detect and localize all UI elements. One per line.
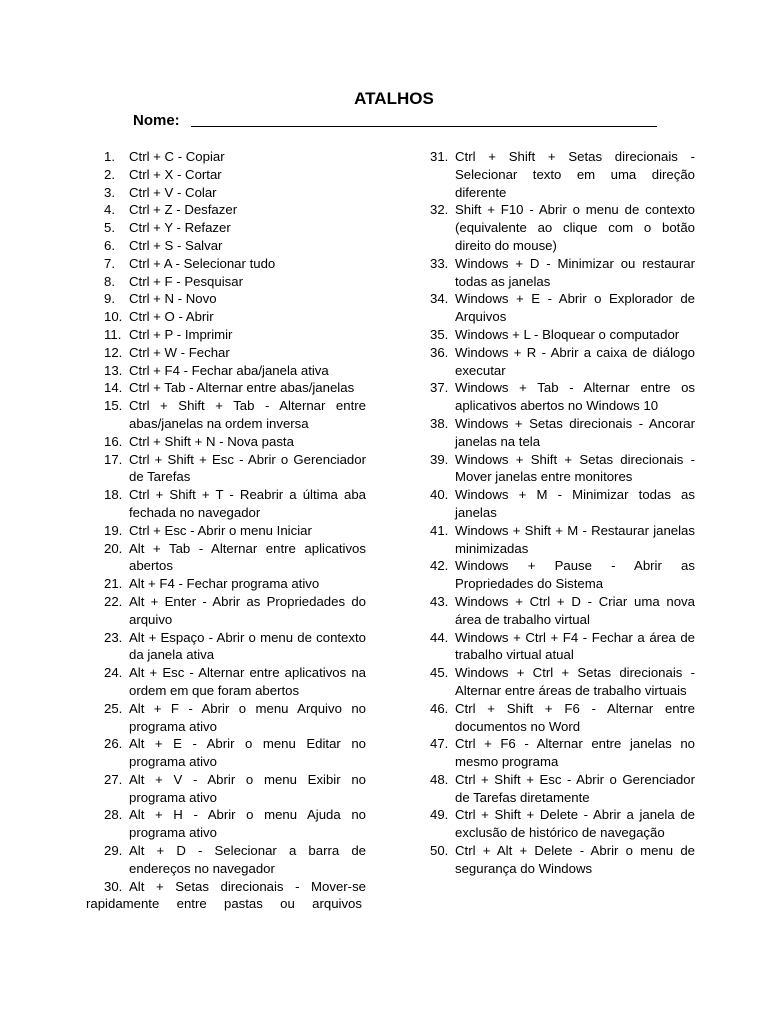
item-text: Windows + Tab - Alternar entre os aplicativos abertos no Windows 10 <box>455 380 695 414</box>
item-text: Windows + L - Bloquear o computador <box>455 326 680 342</box>
item-number: 36. <box>430 344 449 360</box>
item-number: 49. <box>430 807 449 823</box>
item-text: Windows + Ctrl + F4 - Fechar a área de trabalho virtual atual <box>455 629 695 663</box>
shortcut-list-left <box>86 148 366 913</box>
item-number: 3. <box>104 184 115 200</box>
item-text: Ctrl + Alt + Delete - Abrir o menu de segurança do Windows <box>455 843 695 876</box>
item-text: Ctrl + F4 - Fechar aba/janela ativa <box>129 362 329 378</box>
item-text: Windows + D - Minimizar ou restaurar todas as janelas <box>455 255 695 289</box>
item-text: Windows + E - Abrir o Explorador de Arquivos <box>455 291 695 325</box>
list-item <box>104 806 366 842</box>
item-text: Windows + Setas direcionais - Ancorar janelas na tela <box>455 415 695 449</box>
list-item <box>430 771 695 807</box>
item-text: Ctrl + Z - Desfazer <box>129 202 238 218</box>
item-text: Alt + D - Selecionar a barra de endereços no navegador <box>129 843 366 876</box>
item-text: Ctrl + Shift + Esc - Abrir o Gerenciador de Tarefas <box>129 451 366 485</box>
item-text: Alt + H - Abrir o menu Ajuda no programa ativo <box>129 807 366 841</box>
item-text: Windows + Ctrl + D - Criar uma nova área de trabalho virtual <box>455 593 695 627</box>
list-item <box>430 415 695 451</box>
list-item <box>430 806 695 842</box>
list-item <box>104 700 366 736</box>
item-number: 23. <box>104 629 123 645</box>
item-text: Ctrl + A - Selecionar tudo <box>129 255 276 271</box>
item-number: 11. <box>104 326 122 342</box>
list-item <box>430 629 695 665</box>
item-number: 5. <box>104 220 115 236</box>
list-item <box>104 522 366 540</box>
item-text: Ctrl + Shift + F6 - Alternar entre documentos no Word <box>455 700 695 734</box>
item-text: Alt + Enter - Abrir as Propriedades do arquivo <box>129 593 366 627</box>
item-number: 21. <box>104 576 123 592</box>
item-number: 32. <box>430 202 449 218</box>
list-item <box>430 557 695 593</box>
item-number: 9. <box>104 291 115 307</box>
list-item <box>430 486 695 522</box>
item-number: 40. <box>430 487 449 503</box>
item-number: 29. <box>104 843 123 859</box>
list-item <box>104 237 366 255</box>
list-item <box>104 362 366 380</box>
list-item <box>104 486 366 522</box>
shortcut-list-right <box>430 148 695 878</box>
name-label: Nome: <box>133 112 180 129</box>
item-number: 45. <box>430 665 449 681</box>
item-text: Alt + F4 - Fechar programa ativo <box>129 576 320 592</box>
item-number: 15. <box>104 398 123 414</box>
list-item <box>104 344 366 362</box>
item-number: 1. <box>104 149 115 164</box>
item-number: 14. <box>104 380 123 396</box>
item-number: 48. <box>430 771 449 787</box>
list-item <box>430 379 695 415</box>
item-number: 50. <box>430 843 449 859</box>
item-text: Ctrl + Y - Refazer <box>129 220 231 236</box>
item-number: 6. <box>104 237 115 253</box>
list-item <box>430 344 695 380</box>
item-text: Ctrl + V - Colar <box>129 184 217 200</box>
item-text: Ctrl + Shift + Delete - Abrir a janela de exclusão de histórico de navegação <box>455 807 695 841</box>
name-field <box>133 111 663 131</box>
list-item <box>104 735 366 771</box>
item-text: Ctrl + Shift + T - Reabrir a última aba fechada no navegador <box>129 487 366 520</box>
item-text: Windows + M - Minimizar todas as janelas <box>455 487 695 520</box>
list-item <box>104 842 366 878</box>
list-item <box>430 522 695 558</box>
item-number: 24. <box>104 665 123 681</box>
item-text: Windows + Shift + Setas direcionais - Mover janelas entre monitores <box>455 451 695 485</box>
list-item <box>104 148 366 166</box>
item-text: Alt + Setas direcionais - Mover-se <box>129 878 366 894</box>
item-number: 38. <box>430 415 449 431</box>
item-text: Alt + Espaço - Abrir o menu de contexto da janela ativa <box>129 629 366 663</box>
list-item <box>104 379 366 397</box>
item-number: 7. <box>104 255 115 271</box>
item-number: 31. <box>430 149 449 164</box>
list-item <box>430 255 695 291</box>
item-text: Ctrl + N - Novo <box>129 291 217 307</box>
item-number: 44. <box>430 629 449 645</box>
item-text: Alt + Esc - Alternar entre aplicativos na ordem em que foram abertos <box>129 665 366 698</box>
item-number: 19. <box>104 522 123 538</box>
item-text: Ctrl + Shift + Esc - Abrir o Gerenciador de Tarefas diretamente <box>455 771 695 805</box>
list-item <box>430 842 695 878</box>
list-item <box>430 451 695 487</box>
list-item <box>104 664 366 700</box>
item-text: Ctrl + O - Abrir <box>129 309 214 325</box>
item-text: Alt + V - Abrir o menu Exibir no programa ativo <box>129 771 366 805</box>
item-text: Alt + Tab - Alternar entre aplicativos abertos <box>129 540 366 574</box>
item-text: Ctrl + C - Copiar <box>129 149 225 164</box>
item-number: 33. <box>430 255 449 271</box>
item-text: Windows + Shift + M - Restaurar janelas minimizadas <box>455 522 695 556</box>
item-text: Ctrl + Esc - Abrir o menu Iniciar <box>129 522 312 538</box>
list-item <box>104 290 366 308</box>
list-item <box>104 451 366 487</box>
item-text: Alt + E - Abrir o menu Editar no programa ativo <box>129 736 366 770</box>
list-item <box>104 326 366 344</box>
item-number: 27. <box>104 771 123 787</box>
item-text: Ctrl + S - Salvar <box>129 237 223 253</box>
item-text: Ctrl + P - Imprimir <box>129 326 233 342</box>
item-text: Ctrl + F - Pesquisar <box>129 273 243 289</box>
list-item <box>430 700 695 736</box>
item-number: 34. <box>430 291 449 307</box>
item-text-continuation: rapidamente entre pastas ou arquivos <box>86 896 362 912</box>
page-title: ATALHOS <box>354 89 434 108</box>
list-item <box>104 593 366 629</box>
list-item <box>104 540 366 576</box>
list-item <box>104 255 366 273</box>
list-item <box>430 201 695 254</box>
list-item <box>430 735 695 771</box>
list-item <box>430 148 695 201</box>
item-number: 4. <box>104 202 115 218</box>
item-number: 2. <box>104 166 115 182</box>
item-text: Windows + Pause - Abrir as Propriedades do Sistema <box>455 558 695 592</box>
item-text: Ctrl + Tab - Alternar entre abas/janelas <box>129 380 355 396</box>
item-number: 39. <box>430 451 449 467</box>
item-number: 35. <box>430 326 449 342</box>
list-item <box>104 771 366 807</box>
name-underline <box>191 126 657 127</box>
item-number: 17. <box>104 451 123 467</box>
list-item <box>86 878 366 914</box>
list-item <box>104 397 366 433</box>
item-text: Ctrl + X - Cortar <box>129 166 222 182</box>
item-number: 30. <box>104 878 123 894</box>
list-item <box>104 433 366 451</box>
item-number: 20. <box>104 540 123 556</box>
list-item <box>104 308 366 326</box>
list-item <box>430 593 695 629</box>
item-number: 28. <box>104 807 123 823</box>
item-number: 13. <box>104 362 123 378</box>
list-item <box>430 326 695 344</box>
item-number: 12. <box>104 344 123 360</box>
list-item <box>104 575 366 593</box>
item-number: 37. <box>430 380 449 396</box>
item-number: 25. <box>104 700 123 716</box>
item-text: Windows + Ctrl + Setas direcionais - Alternar entre áreas de trabalho virtuais <box>455 665 695 698</box>
item-text: Alt + F - Abrir o menu Arquivo no programa ativo <box>129 700 366 734</box>
list-item <box>104 273 366 291</box>
item-number: 41. <box>430 522 449 538</box>
item-number: 16. <box>104 433 123 449</box>
item-text: Ctrl + Shift + Tab - Alternar entre abas/janelas na ordem inversa <box>129 398 366 431</box>
list-item <box>104 184 366 202</box>
item-text: Ctrl + F6 - Alternar entre janelas no mesmo programa <box>455 736 695 770</box>
item-number: 42. <box>430 558 449 574</box>
item-number: 46. <box>430 700 449 716</box>
list-item <box>104 219 366 237</box>
item-number: 43. <box>430 593 449 609</box>
item-text: Shift + F10 - Abrir o menu de contexto (equivalente ao clique com o botão direito do mouse) <box>455 202 695 253</box>
list-item <box>104 201 366 219</box>
list-item <box>104 166 366 184</box>
item-text: Ctrl + W - Fechar <box>129 344 230 360</box>
item-number: 47. <box>430 736 449 752</box>
list-item <box>430 290 695 326</box>
item-text: Ctrl + Shift + Setas direcionais - Selecionar texto em uma direção diferente <box>455 149 695 200</box>
item-number: 18. <box>104 487 123 503</box>
item-number: 10. <box>104 309 123 325</box>
list-item <box>430 664 695 700</box>
item-text: Windows + R - Abrir a caixa de diálogo executar <box>455 344 695 378</box>
item-number: 26. <box>104 736 123 752</box>
list-item <box>104 629 366 665</box>
item-number: 8. <box>104 273 115 289</box>
item-text: Ctrl + Shift + N - Nova pasta <box>129 433 294 449</box>
item-number: 22. <box>104 593 123 609</box>
